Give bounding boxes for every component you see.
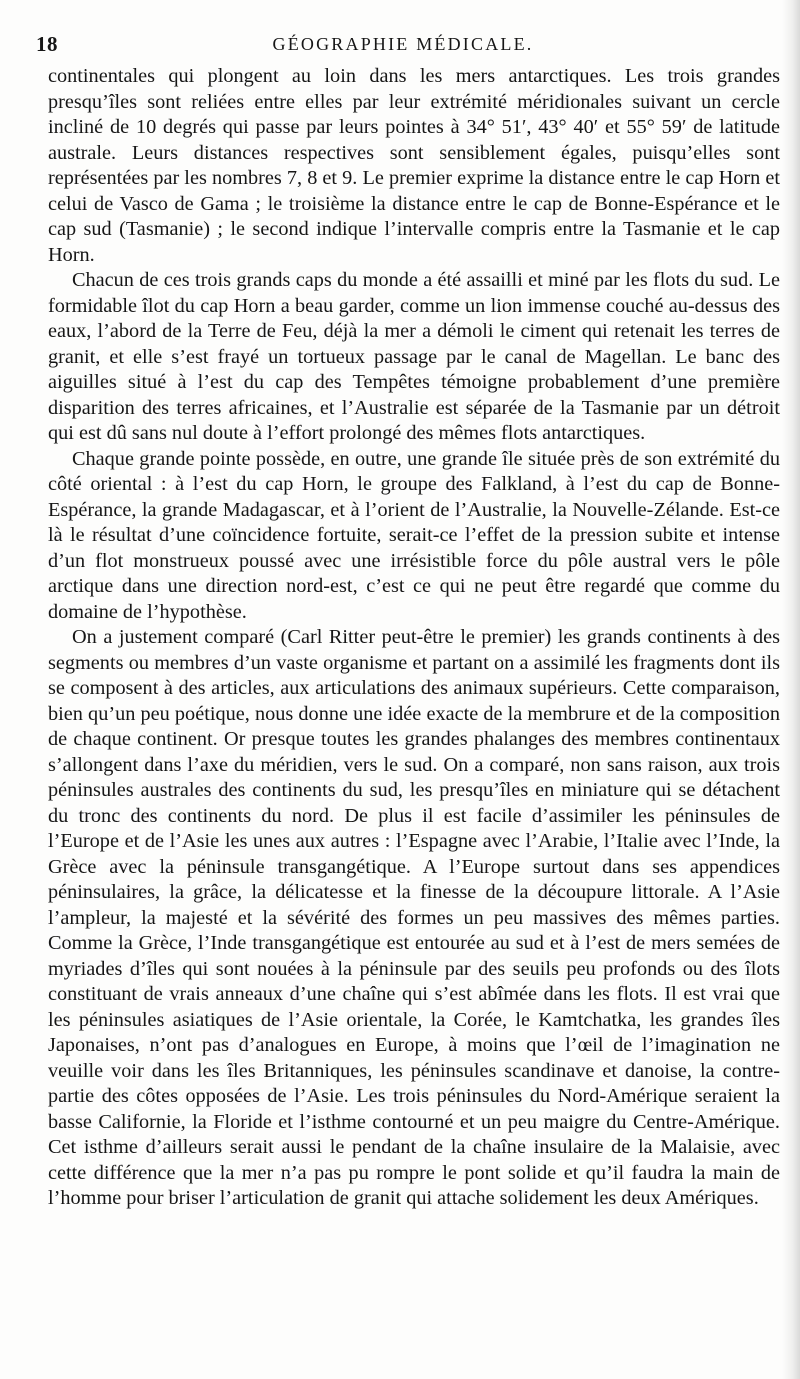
page-edge-shadow [782, 0, 800, 1379]
page-header [36, 32, 770, 62]
paragraph-caps: Chacun de ces trois grands caps du monde a été assailli et miné par les flots du sud. Le formidable îlot du cap Horn a beau garder, comme un lion immense couché au-dessus des eaux, l’abord de la Terre de Feu, déjà la mer a démoli le ciment qui retenait les terres de granit, et elle s’est frayé un tortueux passage par le canal de Magellan. Le banc des aiguilles situé à l’est du cap des Tempêtes témoigne probablement d’une première disparition des terres africaines, et l’Australie est séparée de la Tasmanie par un détroit qui est dû sans nul doute à l’effort prolongé des mêmes flots antarctiques. [48, 269, 780, 444]
paragraph-continuation: continentales qui plongent au loin dans les mers antarctiques. Les trois grandes presqu’îles sont reliées entre elles par leur extrémité méridionales suivant un cercle incliné de 10 degrés qui passe par leurs pointes à 34° 51′, 43° 40′ et 55° 59′ de latitude australe. Leurs distances respectives sont sensiblement égales, puisqu’elles sont représentées par les nombres 7, 8 et 9. Le premier exprime la distance entre le cap Horn et celui de Vasco de Gama ; le troisième la distance entre le cap de Bonne-Espérance et le cap sud (Tasmanie) ; le second indique l’intervalle compris entre la Tasmanie et le cap Horn. [48, 65, 780, 266]
paragraph-comparison: On a justement comparé (Carl Ritter peut-être le premier) les grands continents à des segments ou membres d’un vaste organisme et partant on a assimilé les fragments dont ils se composent à des articles, aux articulations des animaux supérieurs. Cette comparaison, bien qu’un peu poétique, nous donne une idée exacte de la membrure et de la composition de chaque continent. Or presque toutes les grandes phalanges des membres continentaux s’allongent dans l’axe du méridien, vers le sud. On a comparé, non sans raison, aux trois péninsules australes des continents du sud, les presqu’îles en miniature qui se détachent du tronc des continents du nord. De plus il est facile d’assimiler les péninsules de l’Europe et de l’Asie les unes aux autres : l’Espagne avec l’Arabie, l’Italie avec l’Inde, la Grèce avec la péninsule transgangétique. A l’Europe surtout dans ses appendices péninsulaires, la grâce, la délicatesse et la finesse de la découpure littorale. A l’Asie l’ampleur, la majesté et la sévérité des formes un peu massives des mêmes parties. Comme la Grèce, l’Inde transgangétique est entourée au sud et à l’est de mers semées de myriades d’îles qui sont nouées à la péninsule par des seuils peu profonds ou des îlots constituant de vrais anneaux d’une chaîne qui s’est abîmée dans les flots. Il est vrai que les péninsules asiatiques de l’Asie orientale, la Corée, le Kamtchatka, les grandes îles Japonaises, n’ont pas d’analogues en Europe, à moins que l’œil de l’imagination ne veuille voir dans les îles Britanniques, les péninsules scandinave et danoise, la contre-partie des côtes opposées de l’Asie. Les trois péninsules du Nord-Amérique seraient la basse Californie, la Floride et l’isthme contourné et un peu maigre du Centre-Amérique. Cet isthme d’ailleurs serait aussi le pendant de la chaîne insulaire de la Malaisie, avec cette différence que la mer n’a pas pu rompre le pont solide et qu’il faudra la main de l’homme pour briser l’articulation de granit qui attache solidement les deux Amériques. [48, 626, 780, 1209]
page-number: 18 [36, 32, 58, 56]
body-text [48, 64, 780, 1212]
running-title: GÉOGRAPHIE MÉDICALE. [272, 34, 534, 54]
paragraph-islands: Chaque grande pointe possède, en outre, une grande île située près de son extrémité du côté oriental : à l’est du cap Horn, le groupe des Falkland, à l’est du cap de Bonne-Espérance, la grande Madagascar, et à l’orient de l’Australie, la Nouvelle-Zélande. Est-ce là le résultat d’une coïncidence fortuite, serait-ce l’effet de la pression subite et intense d’un flot monstrueux poussé avec une irrésistible force du pôle austral vers le pôle arctique dans une direction nord-est, c’est ce qui ne peut être regardé que comme du domaine de l’hypothèse. [48, 447, 780, 623]
